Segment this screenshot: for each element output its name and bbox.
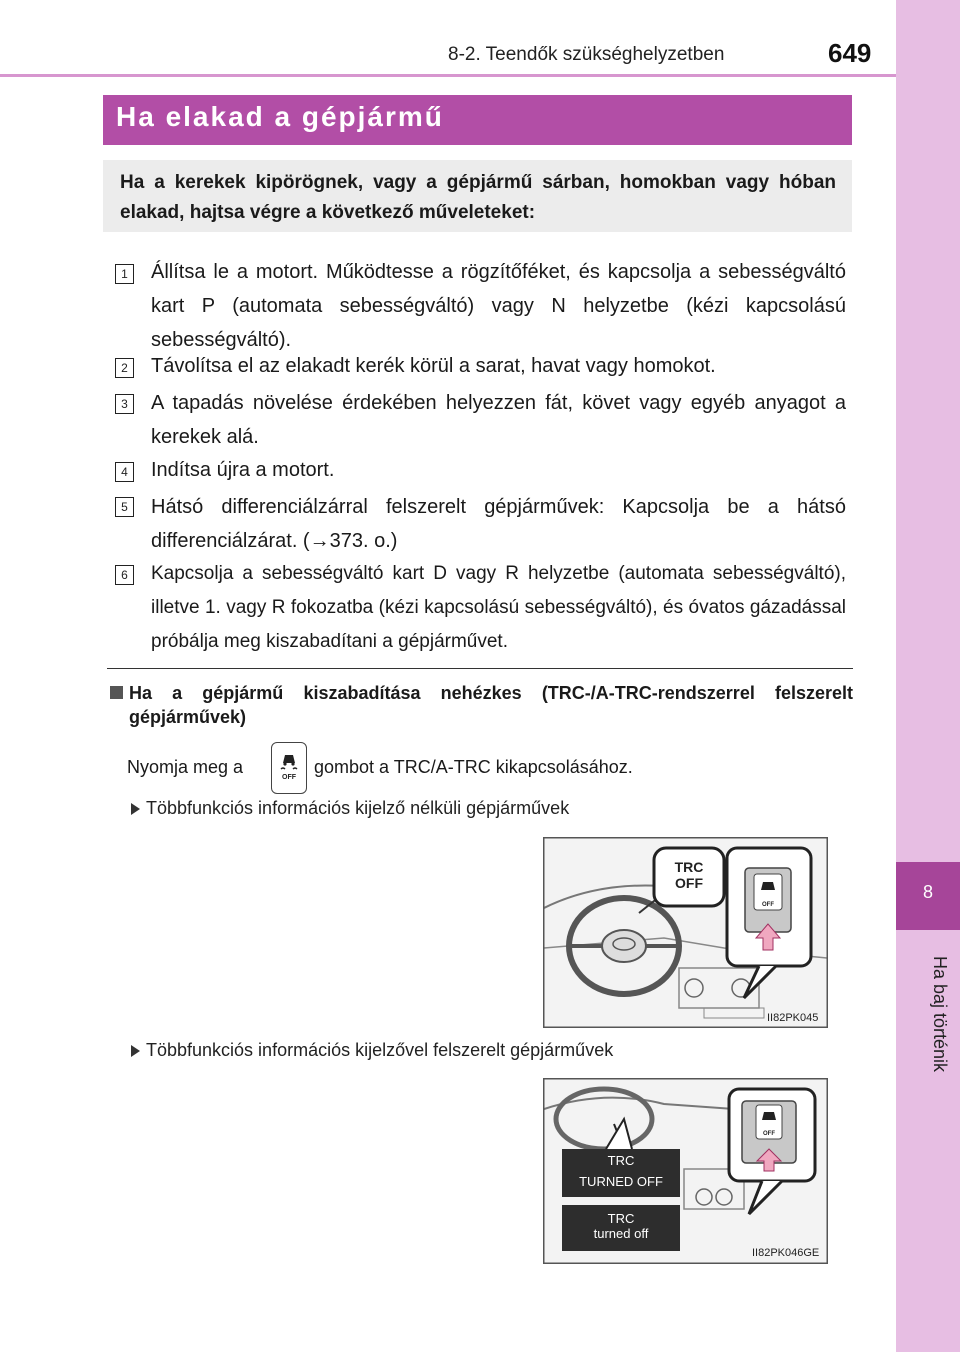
bullet-arrow-icon [131, 803, 140, 815]
step-text-6: Kapcsolja a sebességváltó kart D vagy R helyzetbe (automata sebességváltó), illetve 1. vagy R fokozatba (kézi kapcsolású sebességváltó), és óvatos gázadással próbálja meg kiszabadítani a gépjárművet. [151, 563, 846, 652]
step-text-5: Hátsó differenciálzárral felszerelt gépjárművek: Kapcsolja be a hátsó differenciálzárat. (→373. o.) [151, 496, 846, 552]
switch-off-label-1: OFF [762, 902, 774, 908]
button-off-label: OFF [282, 774, 296, 781]
chapter-number: 8 [922, 882, 933, 902]
variant-label-1: Többfunkciós információs kijelző nélküli gépjárművek [146, 798, 570, 818]
note-square-icon [110, 686, 123, 699]
page-title: Ha elakad a gépjármű [116, 101, 444, 132]
side-tab-upper [896, 0, 960, 862]
chapter-title: Ha baj történik [930, 956, 950, 1073]
press-instruction-after: gombot a TRC/A-TRC kikapcsolásához. [314, 757, 633, 777]
step-number-6: 6 [115, 565, 134, 585]
figure-dashboard-2 [543, 1078, 828, 1264]
display-trc-turned-off-lower [562, 1205, 680, 1251]
display-trc-turned-off-upper [562, 1149, 680, 1197]
switch-off-label-2: OFF [763, 1131, 775, 1137]
header-rule [0, 74, 896, 77]
display-1-line-1: TRC [607, 1153, 635, 1168]
display-2-line-1: TRC [607, 1211, 635, 1226]
intro-text: Ha a kerekek kipörögnek, vagy a gépjármű sárban, homokban vagy hóban elakad, hajtsa végre a következő műveleteket: [120, 172, 836, 223]
step-text-2: Távolítsa el az elakadt kerék körül a sarat, havat vagy homokot. [151, 355, 716, 377]
indicator-off-text: OFF [675, 875, 703, 891]
section-title: 8-2. Teendők szükséghelyzetben [448, 44, 725, 65]
figure-dashboard-1 [543, 837, 828, 1028]
step-text-1: Állítsa le a motort. Működtesse a rögzítőféket, és kapcsolja a sebességváltó kart P (automata sebességváltó) vagy N helyzetbe (kézi kapcsolású sebességváltó). [151, 261, 846, 351]
variant-label-2: Többfunkciós információs kijelzővel felszerelt gépjárművek [146, 1040, 614, 1060]
figure-code-1: II82PK045 [767, 1012, 819, 1024]
step-number-2: 2 [115, 358, 134, 378]
page-number: 649 [828, 38, 872, 68]
section-divider [107, 668, 853, 669]
note-heading: Ha a gépjármű kiszabadítása nehézkes (TRC-/A-TRC-rendszerrel felszerelt gépjárművek) [129, 683, 853, 727]
bullet-arrow-icon [131, 1045, 140, 1057]
display-1-line-2: TURNED OFF [579, 1174, 663, 1189]
step-number-4: 4 [115, 462, 134, 482]
step-number-5: 5 [115, 497, 134, 517]
press-instruction-before: Nyomja meg a [127, 757, 244, 777]
step-number-3: 3 [115, 394, 134, 414]
display-2-line-2: turned off [593, 1226, 649, 1241]
figure-code-2: II82PK046GE [752, 1247, 820, 1259]
trc-off-button-icon [271, 742, 307, 794]
step-text-3: A tapadás növelése érdekében helyezzen fát, követ vagy egyéb anyagot a kerekek alá. [151, 392, 846, 448]
step-number-1: 1 [115, 264, 134, 284]
indicator-trc-text: TRC [674, 859, 704, 875]
step-text-4: Indítsa újra a motort. [151, 459, 335, 481]
